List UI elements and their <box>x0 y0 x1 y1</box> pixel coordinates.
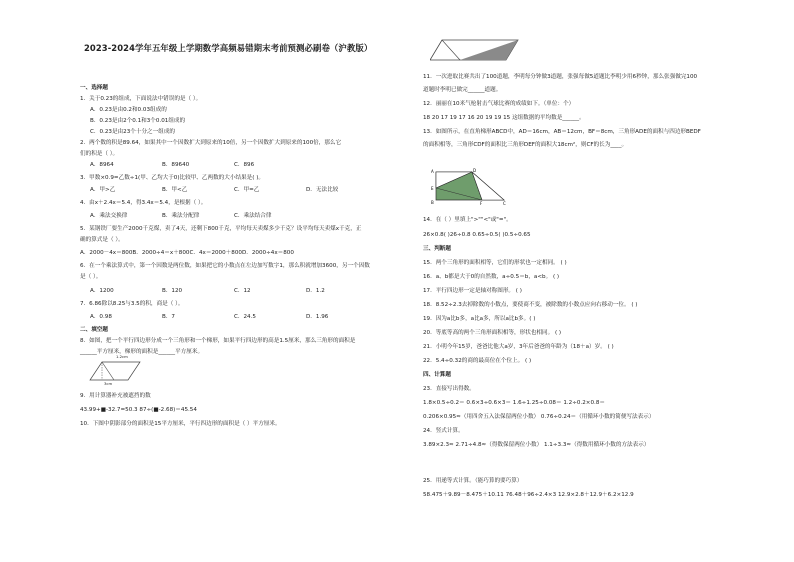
answer-option: C．896 <box>234 162 255 168</box>
question-line: 3．甲数×0.9=乙数÷1(甲、乙均大于0)比较甲、乙两数的大小结果是( )。 <box>80 175 264 181</box>
question-line: 0.206×0.95≈（用四舍五入法保留两位小数） 0.76÷0.24＝（用循环小数的简便写法表示） <box>423 414 655 420</box>
answer-option: C．乘法结合律 <box>234 213 272 219</box>
svg-text:E: E <box>431 186 434 191</box>
question-line: 17．平行四边形一定是轴对称图形。 ( ) <box>423 288 522 294</box>
question-line: 是（ ）。 <box>80 274 102 280</box>
answer-option: B．7 <box>162 314 175 320</box>
question-line: 24．竖式计算。 <box>423 428 464 434</box>
section-heading: 二、填空题 <box>80 327 108 333</box>
question-line: ______平方厘米，梯形的面积是______平方厘米。 <box>80 349 204 355</box>
question-line: 4．由x＋2.4x＝5.4，得3.4x＝5.4，是根据（ ）。 <box>80 200 207 206</box>
answer-option: A．乘法交换律 <box>90 213 128 219</box>
question-line: A．2000－4x＝800B．2000÷4＝x＋800C．4x＝2000＋800D．2000÷4x＝800 <box>80 250 294 256</box>
question-line: 25．用递等式计算。（能巧算的要巧算） <box>423 478 523 484</box>
question-line: 11．一次进取比赛共出了100道题，李明每分钟做3道题，张强每做5道题比李明少用6秒钟，那么张强做完100 <box>423 74 698 80</box>
question-line: 确的算式是（ ）。 <box>80 237 124 243</box>
question-line: 58.475＋9.89－8.475＋10.11 76.48＋96÷2.4×3 12.9×2.8＋12.9＋6.2×12.9 <box>423 492 634 498</box>
svg-text:D: D <box>473 168 477 173</box>
answer-option: D．1.96 <box>306 314 329 320</box>
question-line: 3.89×2.3≈ 2.71÷4.8≈（得数保留两位小数） 1.1÷3.3≈（得数用循环小数的方法表示） <box>423 442 650 448</box>
svg-text:B: B <box>431 200 434 205</box>
page-title: 2023-2024学年五年级上学期数学高频易错期末考前预测必刷卷（沪教版） <box>84 43 373 53</box>
question-line: 1.8×0.5÷0.2＝ 0.6×3÷0.6×3＝ 1.6÷1.25÷0.08＝ 1.2÷0.2×0.8＝ <box>423 400 605 406</box>
answer-option: C．甲=乙 <box>234 187 260 193</box>
parallelogram-figure <box>430 38 520 62</box>
answer-option: C．24.5 <box>234 314 256 320</box>
answer-option: B．120 <box>162 288 183 294</box>
question-line: 6．在一个乘法算式中，第一个因数是两位数，如果把它的小数点在左边加写数字1，那么积就增加3600，另一个因数 <box>80 263 370 269</box>
question-line <box>90 314 378 321</box>
answer-option: D．无法比较 <box>306 187 339 193</box>
question-line: 18．8.52÷2.3去掉除数的小数点，要使商不变，被除数的小数点应向右移动一位。 ( ) <box>423 302 638 308</box>
question-line: 23．直接写出得数。 <box>423 386 475 392</box>
answer-option: A．0.98 <box>90 314 112 320</box>
question-line: 的面积相等，三角形CDF的面积比三角形DEF的面积大18cm²，则CF的长为____。 <box>423 142 628 148</box>
question-line: 18 20 17 19 17 16 20 19 19 15 这组数据的平均数是______。 <box>423 115 585 121</box>
question-line: 16．a、b都是大于0的自然数，a÷0.5＝b，a<b。 ( ) <box>423 274 560 280</box>
question-line: 1．关于0.23的组成，下面说法中错误的是（ ）。 <box>80 96 202 102</box>
question-line: 21．小明今年15岁，爸爸比他大a岁，3年后爸爸的年龄为（18＋a）岁。 ( ) <box>423 344 614 350</box>
question-line: A．0.23是由0.2和0.03组成的 <box>90 107 167 113</box>
question-line: 12．丽丽在10米气枪射击气球比赛的成绩如下。（单位：个） <box>423 101 575 107</box>
question-line: 26×0.8( )26÷0.8 0.65÷0.5( )0.5÷0.65 <box>423 232 531 238</box>
question-line: 19．因为a比b多，a比a多，所以a比b多。( ) <box>423 316 536 322</box>
q8-figure <box>88 358 142 386</box>
question-line: 8．如图，把一个平行四边形分成一个三角形和一个梯形，如果平行四边形的高是1.5厘米，那么三角形的面积是 <box>80 338 356 344</box>
answer-option: B．乘法分配律 <box>162 213 200 219</box>
section-heading: 一、选择题 <box>80 85 108 91</box>
section-heading: 四、计算题 <box>423 372 451 378</box>
q13-trapezoid-figure <box>430 166 508 206</box>
question-line: 13．如图所示，在直角梯形ABCD中，AD＝16cm，AB＝12cm，BF＝8cm，三角形ADE的面积与四边形BEDF <box>423 129 701 135</box>
question-line: 10．下图中阴影部分的面积是15平方厘米，平行四边形的面积是（ ）平方厘米。 <box>80 421 281 427</box>
question-line: 7．6.86除以8.25与3.5的积，商是（ ）。 <box>80 301 184 307</box>
question-line: 9．用计算器补充被遮挡的数 <box>80 393 151 399</box>
answer-option: B．甲<乙 <box>162 187 188 193</box>
question-line: 2．两个数的积是89.64，如果其中一个因数扩大到原来的10倍，另一个因数扩大到原来的100倍，那么它 <box>80 140 342 146</box>
section-heading: 三、判断题 <box>423 246 451 252</box>
question-line: 22．5.4÷0.32的商的最高位在个位上。 ( ) <box>423 358 532 364</box>
q8-top-label: 1.2cm <box>116 354 128 359</box>
question-line: 道题时李明已做完______道题。 <box>423 87 502 93</box>
question-line: 15．两个三角形的面积相等，它们的形状也一定相同。 ( ) <box>423 260 567 266</box>
answer-option: A．1200 <box>90 288 114 294</box>
answer-option: A．甲>乙 <box>90 187 116 193</box>
q8-bottom-label: 3cm <box>104 381 113 386</box>
question-line: 5．某钢铁厂要生产2000千克煤，卖了4天，还剩下800千克，平均每天卖煤多少千克？设平均每天卖煤x千克，正 <box>80 226 362 232</box>
question-line <box>90 162 306 169</box>
question-line: 14．在（ ）里填上">""<"或"="。 <box>423 217 512 223</box>
question-line <box>90 187 378 194</box>
question-line: 们的积是（ ）。 <box>80 151 119 157</box>
svg-text:F: F <box>480 201 483 206</box>
question-line <box>90 213 306 220</box>
question-line: C．0.23是由23个十分之一组成的 <box>90 129 176 135</box>
answer-option: B．89640 <box>162 162 190 168</box>
svg-text:A: A <box>431 169 434 174</box>
question-line: 20．等底等高的两个三角形面积相等，形状也相同。 ( ) <box>423 330 562 336</box>
question-line: 43.99+■-32.7=50.3 87÷(■-2.68)＝45.54 <box>80 407 197 413</box>
question-line: B．0.23是由2个0.1和3个0.01组成的 <box>90 118 186 124</box>
answer-option: C．12 <box>234 288 251 294</box>
svg-text:C: C <box>503 201 506 206</box>
answer-option: A．8964 <box>90 162 114 168</box>
answer-option: D．1.2 <box>306 288 325 294</box>
question-line <box>90 288 378 295</box>
